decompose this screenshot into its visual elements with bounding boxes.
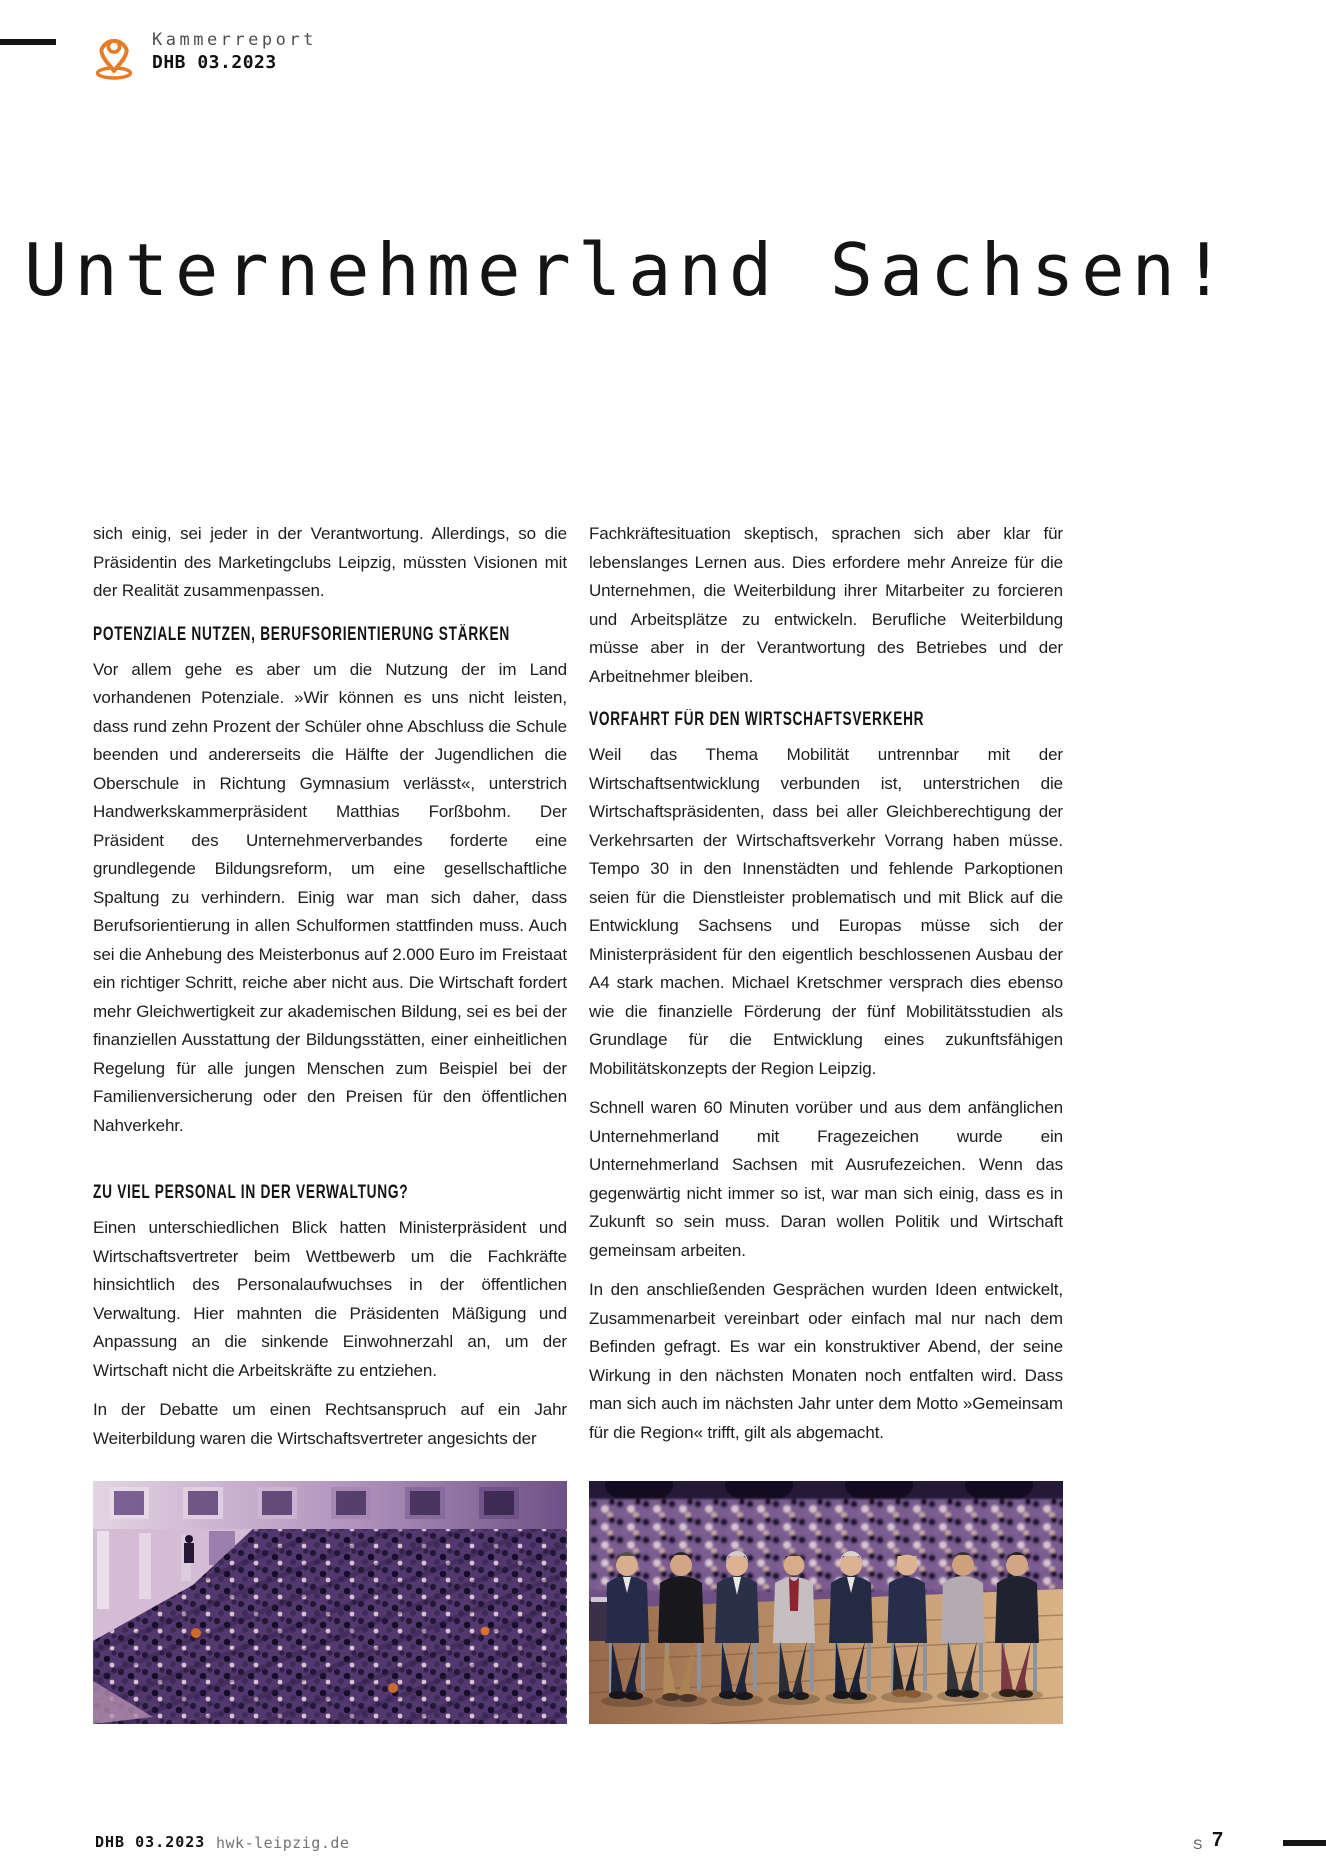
- section-heading-vorfahrt: VORFAHRT FÜR DEN WIRTSCHAFTSVERKEHR: [589, 709, 925, 730]
- audience-photo-front-row: [589, 1481, 1063, 1724]
- bottom-right-rule: [1283, 1840, 1326, 1846]
- section-heading-potenziale: POTENZIALE NUTZEN, BERUFSORIENTIERUNG STÄRKEN: [93, 623, 510, 645]
- magazine-brand: [88, 26, 317, 80]
- paragraph: In den anschließenden Gesprächen wurden Ideen entwickelt, Zusammenarbeit vereinbart oder einfach mal nur nach dem Befinden gefragt. Es war ein konstruktiver Abend, der seine Wirkung in den nächsten Monaten noch entfalten wird. Dass man sich auch im nächsten Jahr unter dem Motto »Gemeinsam für die Region« trifft, gilt als abgemacht.: [589, 1280, 1063, 1442]
- paragraph-continuation: sich einig, sei jeder in der Verantwortung. Allerdings, so die Präsidentin des Marketingclubs Leipzig, müssten Visionen mit der Realität zusammenpassen.: [93, 524, 567, 600]
- footer-website: hwk-leipzig.de: [216, 1834, 350, 1852]
- paragraph: Vor allem gehe es aber um die Nutzung der im Land vorhandenen Potenziale. »Wir können es uns nicht leisten, dass rund zehn Prozent der Schüler ohne Abschluss die Schule beenden und andererseits die Hälfte der Jugendlichen die Oberschule in Richtung Gymnasium verlässt«, unterstrich Handwerkskammerpräsident Matthias Forßbohm. Der Präsident des Unternehmerverbandes forderte eine grundlegende Bildungsreform, um eine gesellschaftliche Spaltung zu verhindern. Einig war man sich daher, dass Berufsorientierung in allen Schulformen stattfinden muss. Auch sei die Anhebung des Meisterbonus auf 2.000 Euro im Freistaat ein richtiger Schritt, reiche aber nicht aus. Die Wirtschaft fordert mehr Gleichwertigkeit zur akademischen Bildung, sei es bei der finanziellen Ausstattung der Bildungsstätten, einer einheitlichen Regelung für alle jungen Menschen zum Beispiel bei der Familienversicherung oder den Preisen für den öffentlichen Nahverkehr.: [93, 659, 567, 1135]
- footer-page-number: 7: [1212, 1829, 1224, 1851]
- page-title: Unternehmerland Sachsen!: [24, 228, 1233, 312]
- section-heading-personal: ZU VIEL PERSONAL IN DER VERWALTUNG?: [93, 1182, 409, 1203]
- footer-page-label: S: [1193, 1836, 1204, 1852]
- magazine-issue: DHB 03.2023: [152, 52, 277, 73]
- magazine-kicker: Kammerreport: [152, 30, 317, 50]
- audience-photo-aerial: [93, 1481, 567, 1724]
- footer-issue: DHB 03.2023: [95, 1833, 206, 1851]
- paragraph: In der Debatte um einen Rechtsanspruch auf ein Jahr Weiterbildung waren die Wirtschaftsvertreter angesichts der: [93, 1400, 567, 1448]
- paragraph: Einen unterschiedlichen Blick hatten Ministerpräsident und Wirtschaftsvertreter beim Wettbewerb um die Fachkräfte hinsichtlich des Personalaufwuchses in der öffentlichen Verwaltung. Hier mahnten die Präsidenten Mäßigung und Anpassung an die sinkende Einwohnerzahl an, um der Wirtschaft nicht die Arbeitskräfte zu entziehen.: [93, 1218, 567, 1380]
- brand-text: [152, 26, 317, 74]
- paragraph: Weil das Thema Mobilität untrennbar mit der Wirtschaftsentwicklung verbunden ist, unterstrichen die Wirtschaftspräsidenten, dass bei aller Gleichberechtigung der Verkehrsarten der Wirtschaftsverkehr Vorrang haben müsse. Tempo 30 in den Innenstädten und fehlende Parkoptionen seien für die Dienstleister problematisch und mit Blick auf die Entwicklung Sachsens und Europas müsse sich der Ministerpräsident für den eigentlich beschlossenen Ausbau der A4 stark machen. Michael Kretschmer versprach dies ebenso wie die finanzielle Förderung der fünf Mobilitätsstudien als Grundlage für die Entwicklung eines zukunftsfähigen Mobilitätskonzepts der Region Leipzig.: [589, 745, 1063, 1078]
- paragraph-continuation: Fachkräftesituation skeptisch, sprachen sich aber klar für lebenslanges Lernen aus. Dies erfordere mehr Anreize für die Unternehmen, die Weiterbildung ihrer Mitarbeiter zu forcieren und Arbeitsplätze zu entwickeln. Berufliche Weiterbildung müsse aber in der Verantwortung des Betriebes und der Arbeitnehmer bleiben.: [589, 524, 1063, 686]
- location-pin-icon: [88, 26, 142, 80]
- top-left-rule: [0, 39, 56, 45]
- article-column-left: [93, 520, 567, 1464]
- paragraph: Schnell waren 60 Minuten vorüber und aus dem anfänglichen Unternehmerland mit Fragezeichen wurde ein Unternehmerland Sachsen mit Ausrufezeichen. Wenn das gegenwärtig nicht immer so ist, war man sich einig, dass es in Zukunft so sein muss. Daran wollen Politik und Wirtschaft gemeinsam arbeiten.: [589, 1098, 1063, 1260]
- article-column-right: [589, 520, 1063, 1458]
